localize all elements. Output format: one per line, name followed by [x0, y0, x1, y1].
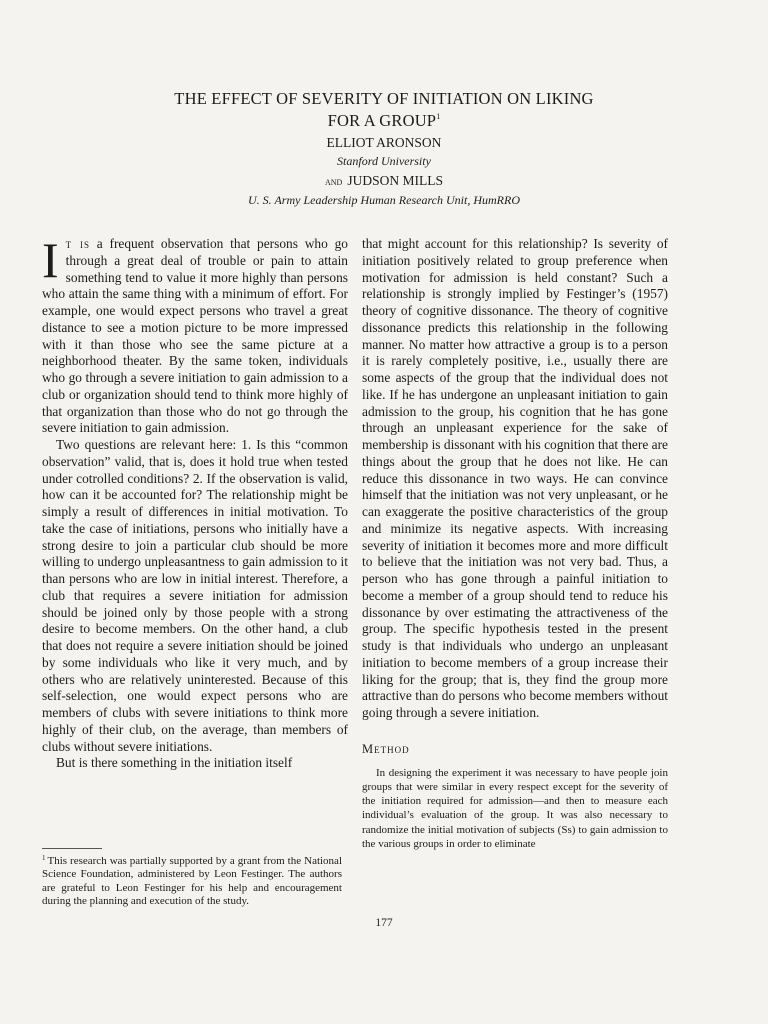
left-column [42, 232, 348, 772]
paragraph-3-start: But is there something in the initiation itself [56, 755, 293, 771]
opening-small-caps: t is [65, 236, 90, 251]
drop-cap: I [42, 232, 59, 288]
footnote-divider [42, 848, 102, 849]
affiliation-1: Stanford University [337, 154, 431, 168]
paragraph-3-continued: that might account for this relationship? Is severity of initiation positively related to group preference when motivation for admission is held constant? Such a relationship is strongly implied by Festinger’s (1957) theory of cognitive dissonance. The theory of cognitive dissonance predicts this relationship in the following manner. No matter how attractive a group is to a person it is rarely completely positive, i.e., usually there are some aspects of the group that the individual does not like. If he has undergone an unpleasant initiation to gain admission to the group, his cognition that he has gone through an unpleasant experience for the sake of membership is dissonant with his cognition that there are things about the group that he does not like. He can reduce this dissonance in two ways. He can convince himself that the initiation was not very unpleasant, or he can exaggerate the positive characteristics of the group and minimize its negative aspects. With increasing severity of initiation it becomes more and more difficult to believe that the initiation was not very bad. Thus, a person who has gone through a painful initiation to become a member of a group should tend to reduce his dissonance by over estimating the attractiveness of the group. The specific hypothesis tested in the present study is that individuals who undergo an unpleasant initiation to become members of a group increase their liking for the group; that is, they find the group more attractive than do persons who become members without going through a severe initiation. [362, 236, 668, 720]
right-column [362, 236, 668, 851]
footnote [42, 852, 342, 908]
page-number: 177 [375, 917, 393, 929]
paragraph-2: Two questions are relevant here: 1. Is this “common observation” valid, that is, does it hold true when tested under cotrolled conditions? 2. If the observation is valid, how can it be accounted for? The relationship might be simply a result of differences in initial motivation. To take the case of initiations, persons who initially have a strong desire to join a particular club should be more willing to undergo unpleasantness to gain admission to it than persons who are low in initial interest. Therefore, a club that requires a severe initiation for admission should be joined only by those people with a strong desire to become members. On the other hand, a club that does not require a severe initiation should be joined by some individuals who like it very much, and by others who are relatively uninterested. Because of this self-selection, one would expect persons who are members of clubs with severe initiations to think more highly of their club, on the average, than members of clubs without severe initiations. [42, 437, 348, 754]
method-paragraph: In designing the experiment it was necessary to have people join groups that were similar in every respect except for the severity of the initiation required for admission—and then to measure each individual’s evaluation of the group. It was also necessary to randomize the initial motivation of subjects (Ss) to gain admission to the various groups in order to eliminate [362, 766, 668, 850]
paragraph-1 [42, 232, 348, 437]
author-2-line [60, 173, 708, 189]
author-2: JUDSON MILLS [347, 173, 443, 188]
title-line-2 [60, 108, 708, 130]
title-line-2-text: FOR A GROUP [327, 111, 437, 130]
paper-title [60, 90, 708, 130]
author-1: ELLIOT ARONSON [326, 135, 442, 150]
paragraph-1-text: a frequent observation that persons who go through a great deal of trouble or pain to attain something tend to value it more highly than persons who attain the same thing with a minimum of effort. For example, one would expect persons who travel a great distance to see a motion picture to be more impressed with it than those who see the same picture at a neighborhood theater. By the same token, individuals who go through a severe initiation to gain admission to a club or organization should tend to think more highly of that organization than those who do not go through the severe initiation to gain admission. [42, 236, 348, 436]
affiliation-2: U. S. Army Leadership Human Research Unit, HumRRO [248, 193, 520, 207]
footnote-text: This research was partially supported by a grant from the National Science Foundation, administered by Leon Festinger. The authors are grateful to Leon Festinger for his help and encouragement during the planning and execution of the study. [42, 855, 342, 907]
title-line-1: THE EFFECT OF SEVERITY OF INITIATION ON LIKING [174, 89, 594, 108]
footnote-marker: 1 [42, 854, 46, 862]
method-heading: Method [362, 741, 410, 756]
title-footnote-marker: 1 [436, 112, 441, 121]
and-word: and [325, 174, 343, 188]
